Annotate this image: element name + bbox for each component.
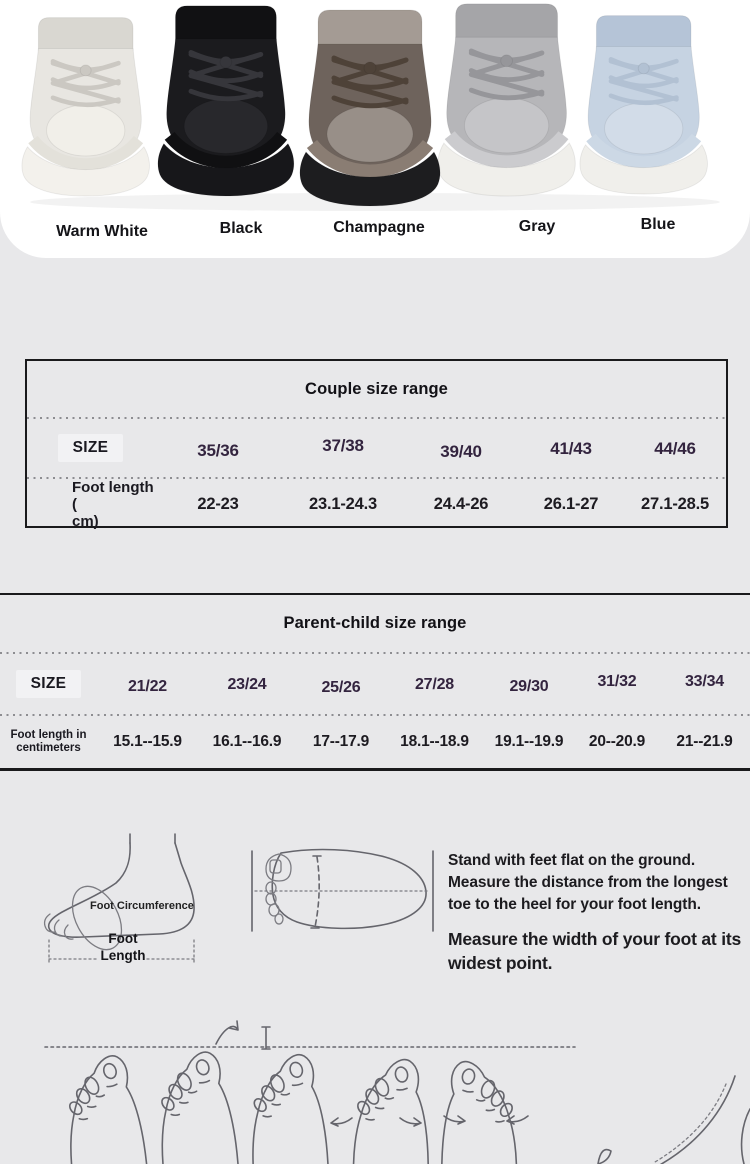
color-label-warm-white: Warm White [56,223,148,240]
couple-table-title: Couple size range [305,379,448,398]
couple-size-value: 39/40 [440,442,482,461]
parent-length-value: 15.1--15.9 [113,733,182,750]
boot-0 [22,18,150,196]
couple-size-value: 41/43 [550,439,592,458]
parent-length-row [0,716,750,768]
parent-size-row-label: SIZE [16,670,82,698]
parent-size-row [0,654,750,714]
couple-size-value: 44/46 [654,439,696,458]
parent-length-value: 18.1--18.9 [400,733,469,750]
couple-size-value: 35/36 [197,441,239,460]
couple-length-value: 22-23 [197,495,239,513]
measuring-instructions [448,850,750,975]
boot-3 [438,4,575,196]
boot-2 [300,10,440,206]
color-label-black: Black [219,220,263,237]
product-photo-card [0,0,750,258]
parent-size-value: 27/28 [414,676,455,693]
color-label-gray: Gray [518,218,556,235]
parent-length-value: 17--17.9 [312,733,370,750]
foot-circumference-label: Foot Circumference [90,900,194,912]
parent-size-value: 33/34 [684,673,725,690]
parent-size-value: 31/32 [597,673,637,690]
couple-length-value: 23.1-24.3 [309,495,377,513]
boot-1 [158,6,294,196]
couple-size-row-label: SIZE [58,434,124,462]
foot-top-view-diagram [243,843,443,939]
parent-length-value: 20--20.9 [588,733,646,750]
couple-size-row [27,419,726,477]
couple-size-value: 37/38 [322,436,364,455]
boots-photo-illustration [0,0,750,212]
parent-size-value: 29/30 [509,678,549,695]
parent-child-size-table [0,593,750,771]
parent-length-value: 16.1--16.9 [212,733,282,750]
couple-length-value: 26.1-27 [543,495,599,513]
feet-shapes-illustration [0,1014,750,1164]
parent-length-row-label: Foot length in centimeters [10,729,87,754]
parent-size-value: 21/22 [127,678,168,695]
couple-size-table [25,359,728,528]
parent-size-value: 25/26 [321,679,361,696]
couple-length-row-label: Foot length ( cm) [72,479,154,530]
color-label-blue: Blue [640,216,676,233]
parent-length-value: 21--21.9 [676,733,733,750]
foot-width-instruction: Measure the width of your foot at its widest point. [448,929,742,973]
foot-length-label: Foot Length [100,931,146,963]
couple-length-row [27,479,726,530]
foot-length-instruction: Stand with feet flat on the ground. Measure the distance from the longest toe to the heel for your foot length. [448,852,728,913]
couple-length-value: 24.4-26 [433,495,489,513]
parent-size-value: 23/24 [227,676,267,693]
parent-length-value: 19.1--19.9 [494,733,564,750]
parent-table-title: Parent-child size range [283,614,467,632]
couple-length-value: 27.1-28.5 [641,495,709,513]
color-label-champagne: Champagne [333,219,425,236]
boot-4 [580,16,708,194]
